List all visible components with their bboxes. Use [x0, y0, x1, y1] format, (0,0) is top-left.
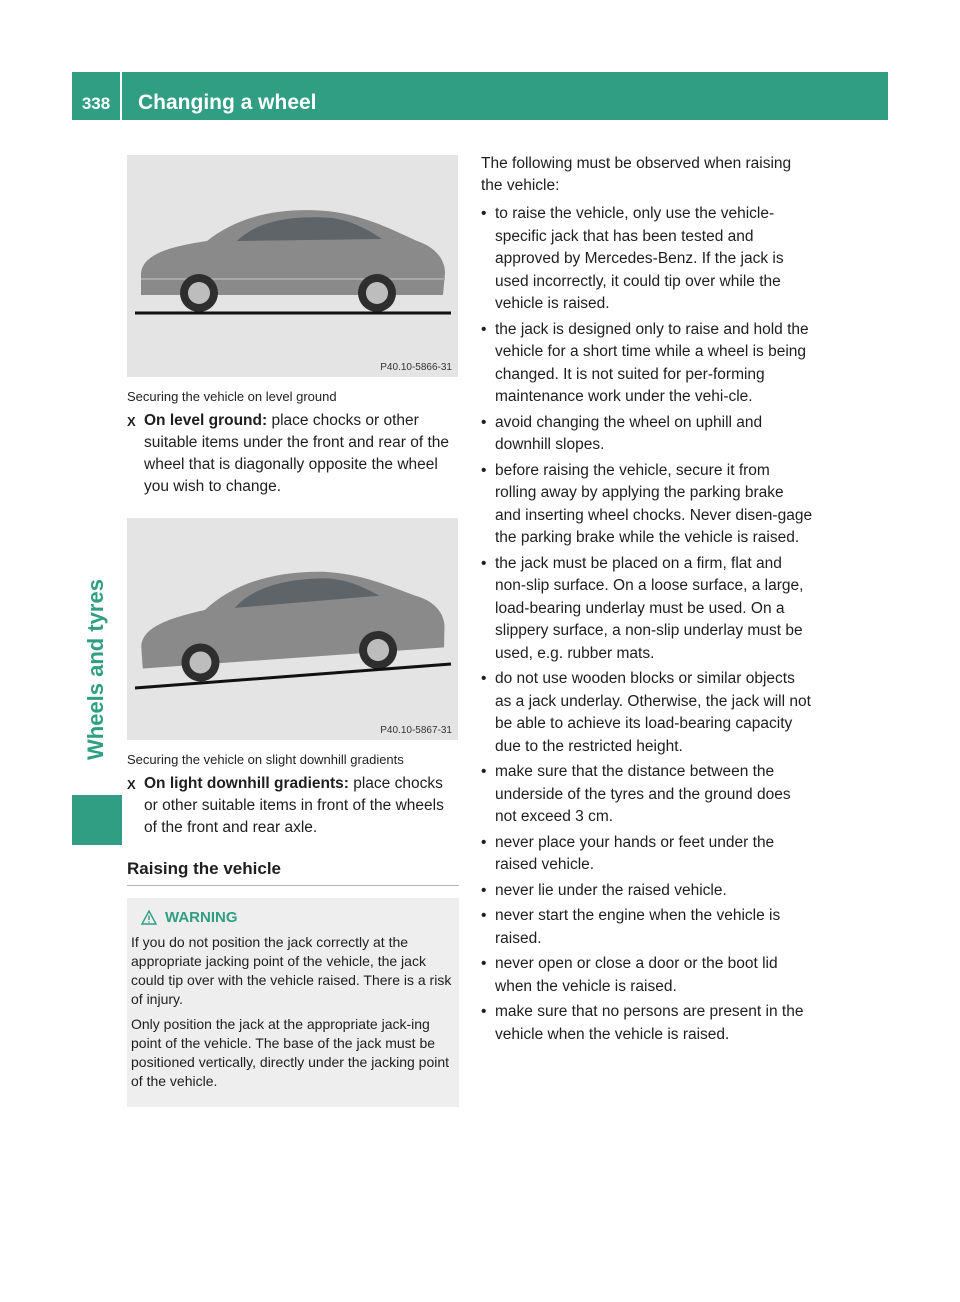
- bullet-icon: •: [481, 907, 487, 924]
- step-marker: X: [127, 777, 136, 792]
- list-item-text: to raise the vehicle, only use the vehicle-specific jack that has been tested and approved by Mercedes-Benz. If the jack is used incorrectly, it could tip over while the vehicle is raised.: [495, 205, 784, 312]
- figure-caption: Securing the vehicle on slight downhill gradients: [127, 752, 404, 767]
- right-column: [481, 153, 813, 1049]
- step-description: place chocks or other suitable items under the front and rear of the wheel that is diagonally opposite the wheel you wish to change.: [144, 412, 450, 495]
- list-item-text: never open or close a door or the boot lid when the vehicle is raised.: [495, 955, 778, 995]
- precaution-list: [481, 203, 813, 1046]
- figure-caption: Securing the vehicle on level ground: [127, 389, 337, 404]
- warning-title: WARNING: [165, 909, 238, 926]
- warning-box: [127, 898, 459, 1107]
- warning-paragraph: If you do not position the jack correctly at the appropriate jacking point of the vehicle, the jack could tip over with the vehicle raised. There is a risk of injury.: [131, 934, 452, 1007]
- list-item: [481, 953, 813, 998]
- warning-paragraph: Only position the jack at the appropriate jack-ing point of the vehicle. The base of the jack must be positioned vertically, directly under the jacking point of the vehicle.: [131, 1016, 450, 1089]
- list-item: [481, 412, 813, 457]
- bullet-icon: •: [481, 955, 487, 972]
- bullet-icon: •: [481, 670, 487, 687]
- page-header: [72, 72, 888, 120]
- list-item-text: make sure that the distance between the underside of the tyres and the ground does not exceed 3 cm.: [495, 763, 791, 825]
- side-tab-marker: [72, 795, 122, 845]
- warning-header: [141, 908, 453, 927]
- bullet-icon: •: [481, 1003, 487, 1020]
- list-item: [481, 832, 813, 877]
- chapter-title: Changing a wheel: [138, 91, 317, 114]
- step-marker: X: [127, 414, 136, 429]
- car-downhill-illustration: [127, 518, 458, 740]
- list-item-text: the jack is designed only to raise and hold the vehicle for a short time while a wheel is being changed. It is not suited for per-forming maintenance work under the vehi-cle.: [495, 320, 809, 405]
- list-item: [481, 553, 813, 666]
- bullet-icon: •: [481, 833, 487, 851]
- step-description: place chocks or other suitable items in front of the wheels of the front and rear axle.: [144, 775, 444, 836]
- figure-code: P40.10-5866-31: [380, 362, 452, 373]
- step-label: On light downhill gradients:: [144, 775, 349, 792]
- list-item-text: never place your hands or feet under the raised vehicle.: [495, 833, 775, 873]
- page-number: 338: [72, 72, 122, 120]
- list-item-text: the jack must be placed on a firm, flat and non-slip surface. On a loose surface, a large, load-bearing underlay must be used. On a slippery surface, a non-slip underlay must be used, e.g. rubber mats.: [495, 554, 804, 662]
- list-item: [481, 761, 813, 829]
- step-label: On level ground:: [144, 412, 268, 429]
- instruction-step: [127, 773, 459, 839]
- intro-text: The following must be observed when raising the vehicle:: [481, 155, 792, 194]
- list-item: [481, 460, 813, 550]
- bullet-icon: •: [481, 205, 487, 222]
- bullet-icon: •: [481, 881, 487, 899]
- list-item: [481, 1001, 813, 1046]
- step-text: [144, 410, 459, 498]
- list-item: [481, 905, 813, 950]
- car-level-illustration: [127, 155, 458, 377]
- list-item: [481, 668, 813, 758]
- list-item-text: never lie under the raised vehicle.: [495, 881, 727, 899]
- warning-triangle-icon: [141, 910, 157, 925]
- bullet-icon: •: [481, 461, 487, 479]
- step-text: [144, 773, 459, 839]
- list-item: [481, 880, 813, 903]
- instruction-step: [127, 410, 459, 498]
- figure-level-ground: [127, 155, 458, 377]
- left-column: [127, 155, 459, 1107]
- bullet-icon: •: [481, 763, 487, 780]
- figure-downhill: [127, 518, 458, 740]
- bullet-icon: •: [481, 413, 487, 431]
- list-item-text: never start the engine when the vehicle is raised.: [495, 907, 781, 947]
- list-item: [481, 203, 813, 316]
- bullet-icon: •: [481, 320, 487, 338]
- side-tab-label: Wheels and tyres: [83, 579, 108, 760]
- figure-code: P40.10-5867-31: [380, 725, 452, 736]
- list-item-text: avoid changing the wheel on uphill and downhill slopes.: [495, 413, 763, 453]
- list-item-text: make sure that no persons are present in the vehicle when the vehicle is raised.: [495, 1003, 804, 1043]
- list-item-text: do not use wooden blocks or similar objects as a jack underlay. Otherwise, the jack will not be able to achieve its load-bearing capacity due to the restricted height.: [495, 670, 811, 755]
- section-heading: Raising the vehicle: [127, 859, 459, 886]
- list-item-text: before raising the vehicle, secure it from rolling away by applying the parking brake and inserting wheel chocks. Never disen-gage the parking brake while the vehicle is raised.: [495, 461, 813, 546]
- list-item: [481, 319, 813, 409]
- bullet-icon: •: [481, 554, 487, 572]
